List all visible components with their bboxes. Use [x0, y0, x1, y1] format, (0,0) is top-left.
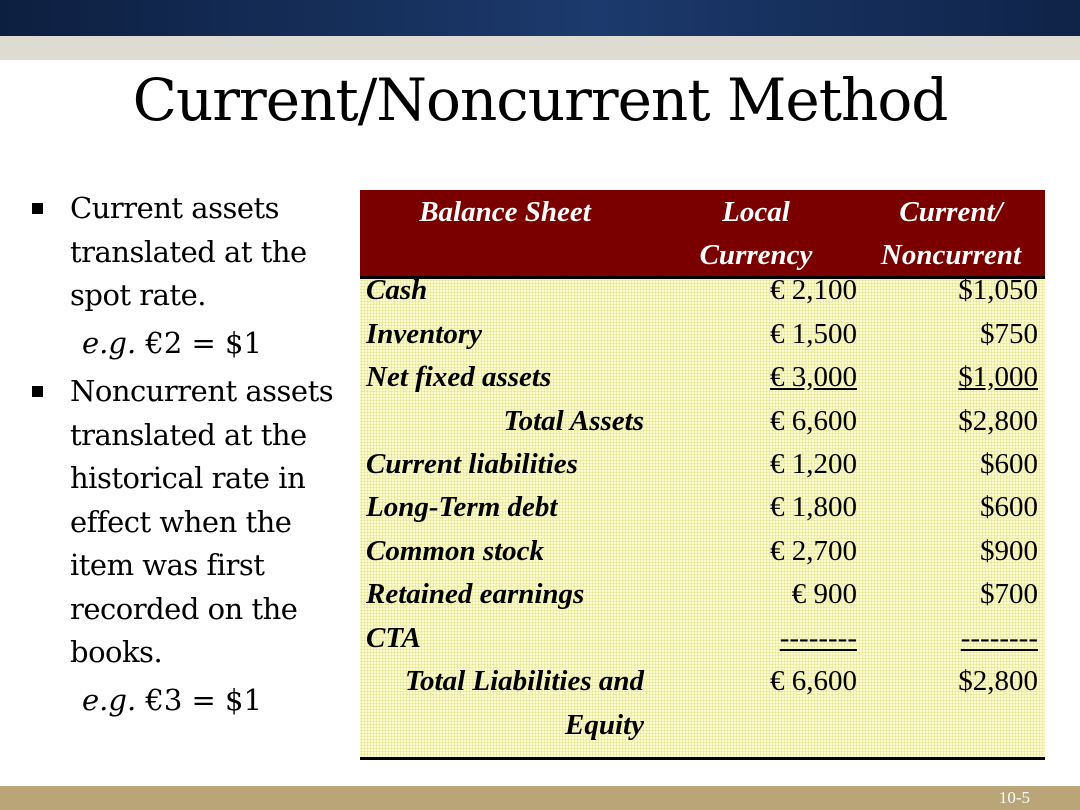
local-value: € 6,600: [770, 405, 857, 437]
local-value: € 1,500: [770, 318, 857, 350]
slide-title: Current/Noncurrent Method: [132, 66, 948, 134]
local-value: --------: [779, 622, 857, 654]
table-row: [360, 443, 1045, 487]
row-label: Total Liabilities and: [404, 665, 644, 697]
example-historical-rate: [28, 679, 338, 723]
cn-value: $600: [980, 448, 1038, 480]
cn-value: $1,000: [958, 361, 1038, 393]
row-label: Retained earnings: [366, 578, 585, 610]
table-body: [360, 274, 1045, 760]
balance-sheet-table: [360, 190, 1045, 760]
table-row: [360, 530, 1045, 574]
example-rate: €2 = $1: [136, 325, 262, 360]
bullet-current-assets: [28, 187, 338, 318]
row-label: Inventory: [366, 318, 482, 350]
header-local-line1: Local: [722, 196, 790, 228]
row-label: Common stock: [366, 535, 545, 567]
example-spot-rate: [28, 322, 338, 366]
cn-value: $2,800: [958, 665, 1038, 697]
local-value: € 2,700: [770, 535, 857, 567]
cn-value: $700: [980, 578, 1038, 610]
example-rate: €3 = $1: [136, 682, 262, 717]
table-row: [360, 400, 1045, 444]
local-value: € 6,600: [770, 665, 857, 697]
cn-value: $2,800: [958, 405, 1038, 437]
cn-value: $1,050: [958, 274, 1038, 306]
bullet-list: [28, 187, 338, 727]
row-label: Current liabilities: [366, 448, 578, 480]
page-number: 10-5: [998, 788, 1030, 807]
header-cn-line1: Current/: [899, 196, 1003, 228]
row-label: Cash: [366, 274, 428, 306]
cn-value: --------: [960, 622, 1038, 654]
cn-value: $900: [980, 535, 1038, 567]
bullet-text: Noncurrent assets translated at the historical rate in effect when the item was first recorded on the books.: [70, 374, 334, 669]
example-eg: e.g.: [82, 682, 137, 717]
header-balance-sheet: Balance Sheet: [419, 196, 591, 228]
table-row: [360, 356, 1045, 400]
top-accent-band: [0, 36, 1080, 60]
table-row: [360, 617, 1045, 661]
cn-value: $750: [980, 318, 1038, 350]
row-label-line2: Equity: [565, 709, 644, 741]
local-value: € 2,100: [770, 274, 857, 306]
row-label: Total Assets: [503, 405, 644, 437]
table-row: [360, 486, 1045, 530]
table-row: [360, 660, 1045, 704]
table-row: [360, 269, 1045, 313]
table-row: [360, 313, 1045, 357]
bullet-noncurrent-assets: [28, 370, 338, 675]
top-header-bar: [0, 0, 1080, 36]
square-bullet-icon: [32, 386, 43, 397]
header-cn-line2: Noncurrent: [880, 239, 1022, 271]
example-eg: e.g.: [82, 325, 137, 360]
square-bullet-icon: [32, 203, 43, 214]
local-value: € 3,000: [770, 361, 857, 393]
local-value: € 1,800: [770, 491, 857, 523]
table-row: [360, 573, 1045, 617]
table-row-continuation: [360, 704, 1045, 748]
header-local-line2: Currency: [699, 239, 813, 271]
local-value: € 1,200: [770, 448, 857, 480]
footer-bar: [0, 786, 1080, 810]
bullet-text: Current assets translated at the spot rate.: [70, 191, 307, 312]
row-label: Long-Term debt: [366, 491, 558, 523]
local-value: € 900: [791, 578, 857, 610]
cn-value: $600: [980, 491, 1038, 523]
row-label: Net fixed assets: [366, 361, 552, 393]
table-header: [360, 190, 1045, 279]
row-label: CTA: [366, 622, 421, 654]
